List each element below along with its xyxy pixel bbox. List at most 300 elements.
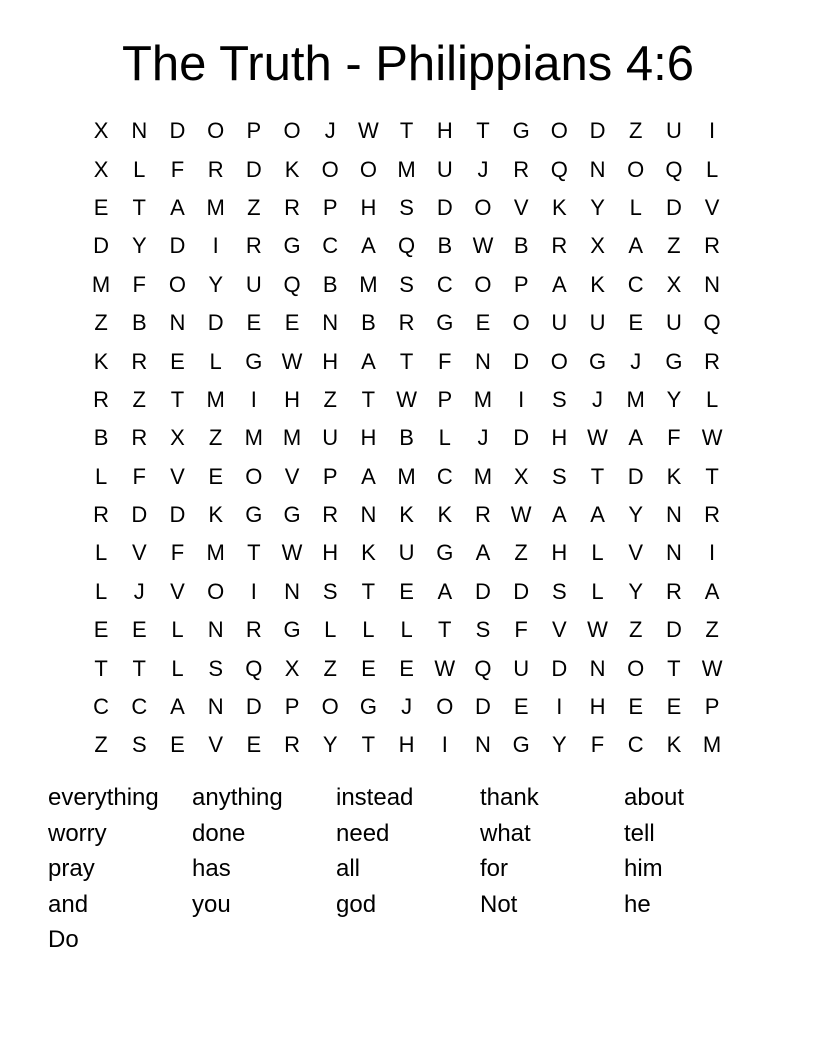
- grid-letter: Z: [514, 540, 528, 566]
- word-list-item: for: [480, 855, 509, 882]
- grid-letter: A: [170, 694, 185, 720]
- grid-letter: O: [627, 655, 645, 681]
- grid-letter: C: [436, 463, 453, 489]
- grid-letter: A: [552, 271, 567, 297]
- grid-letter: F: [438, 348, 452, 374]
- grid-letter: F: [170, 156, 185, 182]
- grid-letter: O: [207, 578, 225, 604]
- grid-letter: O: [550, 118, 568, 144]
- word-list-item: thank: [480, 784, 539, 811]
- grid-letter: A: [437, 578, 453, 604]
- word-list-item: what: [480, 819, 531, 847]
- word-list-item: he: [624, 890, 651, 918]
- grid-letter: D: [589, 118, 606, 144]
- grid-letter: Z: [94, 732, 108, 758]
- grid-letter: H: [322, 540, 339, 566]
- grid-letter: J: [401, 694, 413, 720]
- grid-row: [82, 342, 731, 380]
- grid-letter: D: [513, 578, 530, 604]
- grid-letter: W: [434, 655, 456, 681]
- grid-letter: G: [588, 348, 607, 374]
- grid-letter: G: [512, 118, 530, 144]
- grid-letter: G: [283, 502, 301, 528]
- grid-letter: H: [551, 540, 568, 566]
- grid-letter: B: [399, 425, 414, 451]
- grid-letter: I: [709, 540, 716, 566]
- grid-letter: E: [246, 310, 262, 336]
- grid-letter: T: [247, 540, 261, 566]
- grid-row: [82, 381, 731, 419]
- grid-letter: F: [170, 540, 185, 566]
- grid-letter: B: [131, 310, 147, 336]
- grid-letter: P: [284, 694, 300, 720]
- grid-letter: L: [209, 348, 222, 374]
- grid-letter: O: [245, 463, 263, 489]
- grid-letter: W: [358, 118, 379, 144]
- grid-letter: V: [628, 540, 644, 566]
- grid-row: [82, 726, 731, 764]
- grid-letter: M: [359, 271, 378, 297]
- grid-letter: T: [132, 194, 146, 220]
- grid-letter: D: [665, 194, 682, 220]
- grid-letter: E: [93, 617, 109, 643]
- word-list-item: tell: [624, 819, 655, 847]
- grid-letter: E: [170, 348, 185, 374]
- grid-letter: X: [170, 425, 185, 451]
- grid-letter: Z: [94, 310, 108, 336]
- page-title: The Truth - Philippians 4:6: [122, 37, 694, 91]
- grid-letter: L: [324, 617, 337, 643]
- grid-letter: Y: [590, 194, 605, 220]
- grid-letter: U: [665, 310, 682, 336]
- grid-letter: R: [704, 502, 721, 528]
- grid-letter: M: [702, 732, 722, 758]
- word-list-item: need: [336, 819, 390, 847]
- grid-letter: E: [170, 732, 185, 758]
- grid-letter: W: [281, 348, 303, 374]
- grid-row: [82, 649, 731, 687]
- grid-letter: Z: [628, 118, 643, 144]
- grid-letter: G: [512, 732, 530, 758]
- grid-letter: T: [476, 118, 490, 144]
- grid-letter: O: [436, 694, 454, 720]
- word-list-item: has: [192, 855, 231, 882]
- grid-letter: R: [398, 310, 415, 336]
- grid-letter: R: [475, 502, 491, 528]
- grid-row: [82, 534, 731, 572]
- grid-letter: M: [282, 425, 302, 451]
- grid-letter: Q: [398, 233, 416, 259]
- grid-letter: G: [245, 348, 263, 374]
- grid-letter: T: [590, 463, 605, 489]
- grid-letter: T: [667, 655, 681, 681]
- grid-letter: E: [246, 732, 262, 758]
- grid-letter: O: [474, 271, 492, 297]
- word-list-item: Not: [480, 890, 518, 918]
- grid-letter: R: [704, 233, 721, 259]
- grid-letter: Y: [552, 732, 567, 758]
- grid-letter: X: [513, 463, 529, 489]
- grid-letter: R: [207, 156, 224, 182]
- grid-letter: C: [436, 271, 453, 297]
- grid-letter: B: [361, 310, 376, 336]
- grid-letter: D: [169, 502, 186, 528]
- grid-letter: L: [400, 617, 413, 643]
- grid-letter: I: [441, 732, 448, 758]
- grid-letter: R: [284, 732, 300, 758]
- grid-letter: B: [322, 271, 338, 297]
- grid-letter: W: [587, 425, 608, 451]
- word-list-item: done: [192, 819, 246, 847]
- grid-letter: H: [398, 732, 415, 758]
- grid-letter: R: [322, 502, 339, 528]
- grid-row: [82, 266, 731, 304]
- grid-letter: I: [212, 233, 219, 259]
- grid-letter: U: [436, 156, 453, 182]
- grid-letter: F: [590, 732, 605, 758]
- grid-letter: K: [208, 502, 223, 528]
- grid-letter: R: [245, 617, 262, 643]
- grid-letter: Y: [208, 271, 223, 297]
- grid-letter: K: [361, 540, 376, 566]
- grid-letter: E: [628, 694, 644, 720]
- grid-letter: W: [472, 233, 494, 259]
- grid-letter: L: [171, 655, 184, 681]
- grid-letter: E: [628, 310, 644, 336]
- grid-letter: V: [131, 540, 147, 566]
- grid-letter: B: [513, 233, 529, 259]
- word-list-item: all: [336, 855, 361, 882]
- grid-letter: F: [514, 617, 528, 643]
- grid-letter: E: [131, 617, 147, 643]
- grid-letter: N: [475, 732, 491, 758]
- grid-letter: S: [552, 386, 567, 412]
- grid-letter: S: [552, 463, 567, 489]
- grid-letter: I: [250, 386, 257, 412]
- grid-letter: N: [169, 310, 186, 336]
- grid-letter: L: [591, 540, 604, 566]
- grid-letter: U: [245, 271, 262, 297]
- grid-row: [82, 688, 731, 726]
- grid-letter: Z: [247, 194, 261, 220]
- grid-letter: Z: [667, 233, 681, 259]
- grid-letter: W: [510, 502, 532, 528]
- grid-letter: N: [131, 118, 148, 144]
- grid-letter: N: [322, 310, 339, 336]
- grid-letter: Y: [322, 732, 338, 758]
- grid-letter: Z: [705, 617, 719, 643]
- grid-letter: Q: [245, 655, 263, 681]
- grid-letter: K: [552, 194, 567, 220]
- grid-letter: L: [591, 578, 604, 604]
- word-list-item: worry: [48, 819, 107, 847]
- grid-letter: E: [475, 310, 491, 336]
- grid-letter: R: [93, 386, 110, 412]
- grid-letter: J: [477, 156, 489, 182]
- grid-letter: L: [362, 617, 375, 643]
- grid-letter: G: [359, 694, 377, 720]
- grid-letter: I: [709, 118, 716, 144]
- grid-letter: L: [133, 156, 146, 182]
- grid-letter: C: [131, 694, 148, 720]
- grid-letter: T: [361, 386, 376, 412]
- grid-letter: A: [704, 578, 720, 604]
- grid-letter: W: [701, 655, 723, 681]
- grid-letter: G: [245, 502, 263, 528]
- grid-letter: X: [93, 118, 109, 144]
- grid-letter: U: [513, 655, 530, 681]
- grid-letter: O: [512, 310, 530, 336]
- grid-letter: W: [281, 540, 303, 566]
- grid-letter: M: [206, 540, 225, 566]
- grid-letter: Q: [550, 156, 568, 182]
- grid-row: [82, 458, 731, 496]
- grid-letter: F: [667, 425, 681, 451]
- grid-letter: A: [590, 502, 605, 528]
- grid-letter: T: [361, 732, 376, 758]
- grid-letter: D: [436, 194, 453, 220]
- grid-letter: E: [399, 578, 414, 604]
- grid-letter: A: [628, 233, 644, 259]
- grid-letter: A: [552, 502, 567, 528]
- grid-letter: H: [322, 348, 339, 374]
- grid-letter: N: [589, 655, 606, 681]
- grid-letter: H: [589, 694, 606, 720]
- grid-letter: N: [360, 502, 377, 528]
- grid-letter: R: [284, 194, 300, 220]
- grid-letter: Y: [131, 233, 147, 259]
- grid-letter: S: [552, 578, 567, 604]
- grid-letter: M: [473, 386, 493, 412]
- grid-letter: Q: [283, 271, 301, 297]
- word-list-item: god: [336, 890, 377, 918]
- grid-letter: O: [321, 156, 339, 182]
- grid-letter: L: [94, 578, 108, 604]
- grid-letter: H: [436, 118, 453, 144]
- grid-letter: N: [665, 502, 682, 528]
- grid-letter: T: [705, 463, 719, 489]
- grid-letter: V: [552, 617, 567, 643]
- grid-letter: K: [666, 732, 682, 758]
- word-list: [48, 782, 768, 960]
- grid-letter: L: [705, 386, 719, 412]
- grid-letter: C: [627, 732, 644, 758]
- grid-letter: O: [207, 118, 225, 144]
- grid-letter: L: [94, 540, 108, 566]
- grid-letter: D: [627, 463, 644, 489]
- grid-letter: K: [399, 502, 414, 528]
- grid-letter: D: [245, 694, 262, 720]
- grid-letter: P: [437, 386, 453, 412]
- grid-letter: R: [245, 233, 262, 259]
- grid-letter: W: [587, 617, 608, 643]
- grid-row: [82, 611, 731, 649]
- grid-letter: I: [250, 578, 257, 604]
- grid-row: [82, 573, 731, 611]
- grid-letter: M: [244, 425, 263, 451]
- grid-letter: M: [397, 156, 416, 182]
- grid-letter: S: [399, 194, 414, 220]
- grid-letter: M: [206, 386, 225, 412]
- grid-letter: D: [245, 156, 262, 182]
- grid-letter: O: [474, 194, 492, 220]
- grid-letter: R: [93, 502, 110, 528]
- grid-letter: D: [551, 655, 568, 681]
- grid-letter: S: [399, 271, 414, 297]
- grid-letter: M: [626, 386, 645, 412]
- grid-letter: U: [551, 310, 568, 336]
- word-list-item: about: [624, 784, 685, 811]
- grid-letter: U: [665, 118, 682, 144]
- grid-letter: O: [627, 156, 645, 182]
- grid-letter: V: [170, 463, 185, 489]
- grid-letter: L: [705, 156, 719, 182]
- grid-letter: Y: [666, 386, 682, 412]
- grid-letter: S: [131, 732, 147, 758]
- grid-row: [82, 419, 731, 457]
- word-list-item: instead: [336, 784, 414, 811]
- grid-letter: A: [628, 425, 644, 451]
- grid-letter: K: [93, 348, 109, 374]
- grid-letter: M: [397, 463, 416, 489]
- grid-letter: W: [701, 425, 723, 451]
- grid-letter: O: [168, 271, 187, 297]
- grid-letter: R: [665, 578, 682, 604]
- grid-letter: D: [665, 617, 682, 643]
- grid-letter: A: [361, 463, 376, 489]
- grid-letter: U: [589, 310, 606, 336]
- grid-letter: L: [438, 425, 451, 451]
- grid-letter: G: [283, 233, 301, 259]
- word-list-item: and: [48, 890, 89, 918]
- grid-letter: Q: [474, 655, 492, 681]
- grid-letter: R: [704, 348, 721, 374]
- grid-letter: K: [590, 271, 605, 297]
- grid-letter: E: [513, 694, 529, 720]
- grid-row: [82, 227, 731, 265]
- grid-letter: Y: [628, 578, 644, 604]
- grid-letter: M: [91, 271, 111, 297]
- grid-letter: T: [361, 578, 376, 604]
- grid-letter: I: [556, 694, 563, 720]
- grid-letter: D: [169, 233, 186, 259]
- grid-letter: H: [284, 386, 300, 412]
- grid-row: [82, 150, 731, 188]
- grid-letter: D: [513, 425, 530, 451]
- grid-letter: M: [473, 463, 493, 489]
- word-list-item: anything: [192, 784, 283, 811]
- grid-letter: H: [360, 194, 377, 220]
- grid-letter: A: [361, 348, 376, 374]
- grid-letter: T: [399, 348, 414, 374]
- grid-letter: E: [361, 655, 376, 681]
- grid-letter: Z: [323, 655, 337, 681]
- word-list-item: him: [624, 855, 663, 882]
- grid-letter: C: [93, 694, 110, 720]
- grid-letter: E: [93, 194, 109, 220]
- grid-letter: J: [133, 578, 145, 604]
- grid-letter: H: [360, 425, 377, 451]
- grid-letter: C: [322, 233, 339, 259]
- grid-row: [82, 189, 731, 227]
- grid-letter: N: [589, 156, 606, 182]
- word-list-item: Do: [48, 926, 79, 953]
- grid-letter: R: [513, 156, 530, 182]
- grid-letter: C: [627, 271, 644, 297]
- word-list-item: everything: [48, 784, 159, 811]
- grid-letter: O: [283, 118, 301, 144]
- grid-letter: T: [438, 617, 452, 643]
- grid-letter: O: [321, 694, 339, 720]
- grid-row: [82, 304, 731, 342]
- grid-letter: J: [324, 118, 336, 144]
- word-list-item: pray: [48, 855, 95, 882]
- grid-letter: D: [475, 694, 491, 720]
- grid-letter: U: [322, 425, 339, 451]
- grid-letter: K: [666, 463, 682, 489]
- grid-letter: V: [208, 732, 223, 758]
- grid-letter: P: [322, 463, 338, 489]
- grid-letter: U: [398, 540, 415, 566]
- grid-letter: V: [170, 578, 185, 604]
- grid-letter: N: [284, 578, 300, 604]
- grid-letter: G: [436, 540, 454, 566]
- grid-row: [82, 112, 731, 150]
- grid-letter: N: [475, 348, 491, 374]
- grid-letter: F: [132, 271, 146, 297]
- grid-letter: O: [550, 348, 568, 374]
- grid-letter: R: [131, 425, 148, 451]
- grid-letter: J: [477, 425, 489, 451]
- grid-letter: V: [704, 194, 720, 220]
- grid-letter: N: [665, 540, 682, 566]
- grid-letter: V: [284, 463, 300, 489]
- grid-letter: J: [592, 386, 604, 412]
- grid-letter: T: [399, 118, 414, 144]
- grid-letter: Q: [703, 310, 721, 336]
- grid-letter: P: [513, 271, 529, 297]
- grid-letter: D: [207, 310, 224, 336]
- grid-letter: L: [171, 617, 184, 643]
- grid-letter: D: [475, 578, 491, 604]
- grid-letter: Z: [208, 425, 223, 451]
- grid-letter: S: [208, 655, 223, 681]
- grid-letter: D: [131, 502, 148, 528]
- grid-letter: A: [475, 540, 491, 566]
- grid-letter: L: [94, 463, 108, 489]
- grid-letter: R: [551, 233, 568, 259]
- grid-letter: M: [206, 194, 225, 220]
- grid-letter: T: [132, 655, 146, 681]
- grid-letter: N: [704, 271, 721, 297]
- grid-letter: T: [170, 386, 185, 412]
- grid-letter: L: [629, 194, 642, 220]
- grid-letter: K: [284, 156, 300, 182]
- grid-letter: Q: [665, 156, 683, 182]
- grid-letter: D: [169, 118, 186, 144]
- grid-letter: E: [399, 655, 414, 681]
- grid-letter: Z: [132, 386, 146, 412]
- grid-letter: N: [207, 617, 224, 643]
- grid-letter: A: [170, 194, 185, 220]
- grid-letter: H: [551, 425, 568, 451]
- grid-letter: E: [284, 310, 300, 336]
- grid-letter: Z: [628, 617, 643, 643]
- grid-letter: D: [513, 348, 530, 374]
- grid-letter: X: [284, 655, 300, 681]
- grid-letter: I: [518, 386, 525, 412]
- grid-letter: P: [322, 194, 338, 220]
